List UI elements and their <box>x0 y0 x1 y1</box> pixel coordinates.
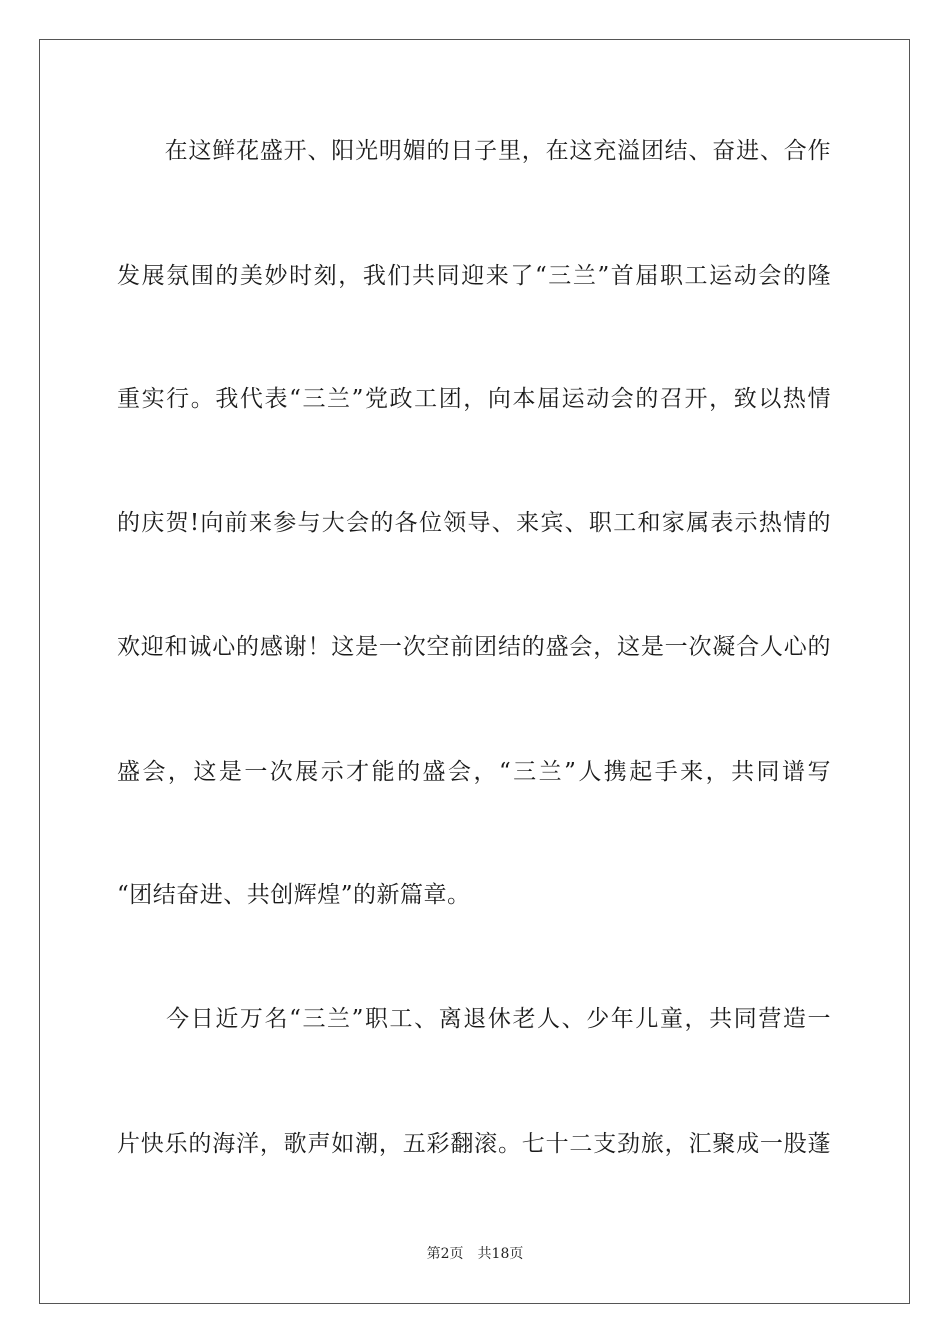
current-page-number: 第2页 <box>426 1246 464 1262</box>
page-border <box>39 39 910 1304</box>
text-line: 重实行。我代表“三兰”党政工团，向本届运动会的召开，致以热情 <box>117 386 831 412</box>
text-line: 欢迎和诚心的感谢！这是一次空前团结的盛会，这是一次凝合人心的 <box>117 634 831 660</box>
text-line: “团结奋进、共创辉煌”的新篇章。 <box>117 882 471 908</box>
text-line: 片快乐的海洋，歌声如潮，五彩翻滚。七十二支劲旅，汇聚成一股蓬 <box>117 1131 831 1157</box>
text-line: 发展氛围的美妙时刻，我们共同迎来了“三兰”首届职工运动会的隆 <box>117 263 831 289</box>
text-line: 的庆贺!向前来参与大会的各位领导、来宾、职工和家属表示热情的 <box>117 510 831 536</box>
text-line: 在这鲜花盛开、阳光明媚的日子里，在这充溢团结、奋进、合作 <box>117 138 831 164</box>
text-line: 盛会，这是一次展示才能的盛会，“三兰”人携起手来，共同谱写 <box>117 759 831 785</box>
text-line: 今日近万名“三兰”职工、离退休老人、少年儿童，共同营造一 <box>117 1006 831 1032</box>
page-footer <box>0 1244 950 1264</box>
total-pages: 共18页 <box>477 1246 524 1262</box>
